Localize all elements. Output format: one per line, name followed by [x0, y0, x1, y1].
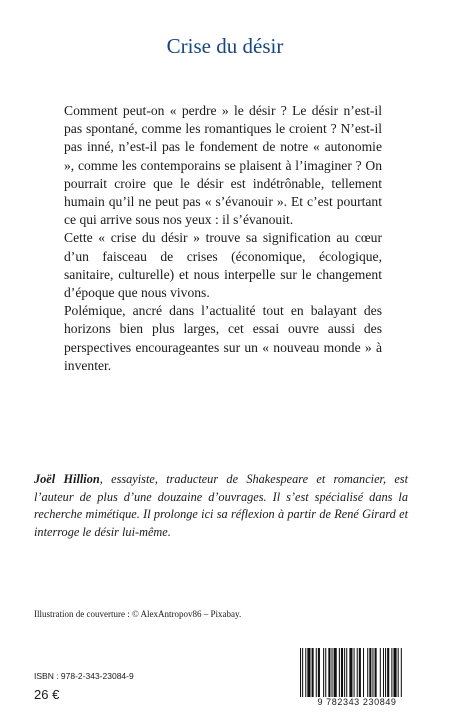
- isbn: ISBN : 978-2-343-23084-9: [34, 671, 134, 681]
- price: 26 €: [34, 687, 60, 702]
- barcode-number: 9 782343 230849: [296, 697, 418, 707]
- blurb-paragraph-1: Comment peut-on « perdre » le désir ? Le désir n’est-il pas spontané, comme les romantiques le croient ? N’est-il pas inné, n’est-il pas le fondement de notre « autonomie », comme les contemporains se plaisent à l’imaginer ? On pourrait croire que le désir est indétrônable, tellement humain qu’il ne peut pas « s’évanouir ». Et c’est pourtant ce qui arrive sous nos yeux : il s’évanouit.: [64, 103, 382, 228]
- author-bio-text: , essayiste, traducteur de Shakespeare et romancier, est l’auteur de plus d’une douzaine d’ouvrages. Il s’est spécialisé dans la recherche mimétique. Il prolonge ici sa réflexion à partir de René Girard et interroge le désir lui-même.: [34, 472, 409, 539]
- author-name: Joël Hillion: [34, 472, 100, 486]
- blurb: [64, 102, 382, 375]
- blurb-paragraph-3: Polémique, ancré dans l’actualité tout en balayant des horizons bien plus larges, cet essai ouvre aussi des perspectives encourageantes sur un « nouveau monde » à inventer.: [64, 303, 382, 373]
- blurb-paragraph-2: Cette « crise du désir » trouve sa signification au cœur d’un faisceau de crises (économique, écologique, sanitaire, culturelle) et nous interpelle sur le changement d’époque que nous vivons.: [64, 230, 382, 301]
- book-title: Crise du désir: [166, 34, 284, 58]
- cover-illustration-credit: Illustration de couverture : © AlexAntropov86 – Pixabay.: [34, 609, 242, 619]
- author-bio: [34, 471, 408, 541]
